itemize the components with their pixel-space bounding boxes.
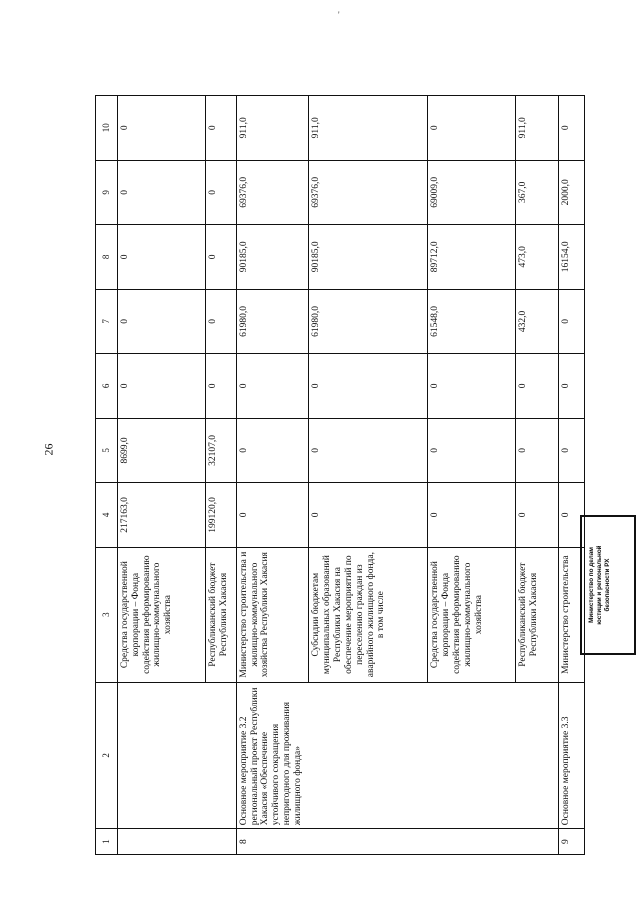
header-cell: 9 — [96, 160, 118, 225]
value-cell: 367,0 — [515, 160, 558, 225]
funding-source-cell: Министерство строительства — [559, 547, 585, 682]
header-cell: 2 — [96, 682, 118, 829]
value-cell: 0 — [559, 418, 585, 483]
value-cell: 0 — [559, 354, 585, 419]
table-row — [117, 96, 205, 855]
value-cell: 0 — [308, 418, 427, 483]
header-cell: 8 — [96, 225, 118, 290]
activity-cell — [117, 682, 236, 829]
value-cell: 911,0 — [308, 96, 427, 161]
header-cell: 10 — [96, 96, 118, 161]
header-cell: 5 — [96, 418, 118, 483]
value-cell: 69376,0 — [236, 160, 308, 225]
header-row — [96, 96, 118, 855]
value-cell: 0 — [308, 354, 427, 419]
value-cell: 0 — [117, 96, 205, 161]
value-cell: 911,0 — [515, 96, 558, 161]
value-cell: 90185,0 — [236, 225, 308, 290]
value-cell: 69009,0 — [427, 160, 515, 225]
activity-cell: Основное мероприятие 3.2 региональный проект Республики Хакасия «Обеспечение устойчивого сокращения непригодного для проживания жилищного фонда» — [236, 682, 559, 829]
value-cell: 473,0 — [515, 225, 558, 290]
ministry-stamp — [580, 515, 636, 655]
funding-source-cell: Республиканский бюджет Республики Хакасия — [205, 547, 236, 682]
value-cell: 0 — [515, 354, 558, 419]
value-cell: 0 — [427, 96, 515, 161]
value-cell: 217163,0 — [117, 483, 205, 548]
financing-table — [95, 95, 585, 855]
value-cell: 0 — [205, 96, 236, 161]
value-cell: 0 — [236, 354, 308, 419]
stamp-line: Министерство по делам — [588, 547, 595, 623]
header-cell: 7 — [96, 289, 118, 354]
funding-source-cell: Министерство строительства и жилищно-коммунального хозяйства Республики Хакасия — [236, 547, 308, 682]
value-cell: 0 — [427, 418, 515, 483]
value-cell: 0 — [117, 354, 205, 419]
value-cell: 61980,0 — [236, 289, 308, 354]
value-cell: 911,0 — [236, 96, 308, 161]
value-cell: 0 — [236, 483, 308, 548]
value-cell: 0 — [117, 225, 205, 290]
value-cell: 0 — [205, 289, 236, 354]
value-cell: 432,0 — [515, 289, 558, 354]
table-row — [559, 96, 585, 855]
value-cell: 0 — [515, 483, 558, 548]
value-cell: 16154,0 — [559, 225, 585, 290]
page-number: 26 — [41, 443, 56, 456]
value-cell: 0 — [205, 354, 236, 419]
value-cell: 32107,0 — [205, 418, 236, 483]
value-cell: 0 — [205, 160, 236, 225]
value-cell: 0 — [559, 96, 585, 161]
funding-source-cell: Республиканский бюджет Республики Хакасия — [515, 547, 558, 682]
value-cell: 0 — [427, 354, 515, 419]
value-cell: 0 — [515, 418, 558, 483]
value-cell: 0 — [117, 289, 205, 354]
row-number-cell — [117, 829, 236, 855]
table-row — [236, 96, 308, 855]
stamp-line: юстиции и региональной — [596, 545, 604, 625]
value-cell: 2000,0 — [559, 160, 585, 225]
header-cell: 3 — [96, 547, 118, 682]
value-cell: 0 — [117, 160, 205, 225]
financing-table-rotated — [95, 95, 585, 855]
value-cell: 0 — [236, 418, 308, 483]
activity-cell: Основное мероприятие 3.3 — [559, 682, 585, 829]
funding-source-cell: Средства государственной корпорации – Фонда содействия реформированию жилищно-коммунального хозяйства — [427, 547, 515, 682]
value-cell: 61980,0 — [308, 289, 427, 354]
value-cell: 0 — [205, 225, 236, 290]
value-cell: 199120,0 — [205, 483, 236, 548]
header-cell: 6 — [96, 354, 118, 419]
value-cell: 61548,0 — [427, 289, 515, 354]
value-cell: 0 — [559, 289, 585, 354]
header-cell: 1 — [96, 829, 118, 855]
funding-source-cell: Субсидии бюджетам муниципальных образований Республики Хакасия на обеспечение мероприятий по переселению граждан из аварийного жилищного фонда, в том числе — [308, 547, 427, 682]
value-cell: 0 — [559, 483, 585, 548]
row-number-cell: 9 — [559, 829, 585, 855]
value-cell: 90185,0 — [308, 225, 427, 290]
value-cell: 0 — [308, 483, 427, 548]
value-cell: 8699,0 — [117, 418, 205, 483]
funding-source-cell: Средства государственной корпорации – Фонда содействия реформированию жилищно-коммунального хозяйства — [117, 547, 205, 682]
stamp-line: безопасности РХ — [604, 558, 612, 612]
row-number-cell: 8 — [236, 829, 559, 855]
stray-mark: ' — [338, 10, 340, 20]
value-cell: 69376,0 — [308, 160, 427, 225]
value-cell: 89712,0 — [427, 225, 515, 290]
value-cell: 0 — [427, 483, 515, 548]
header-cell: 4 — [96, 483, 118, 548]
